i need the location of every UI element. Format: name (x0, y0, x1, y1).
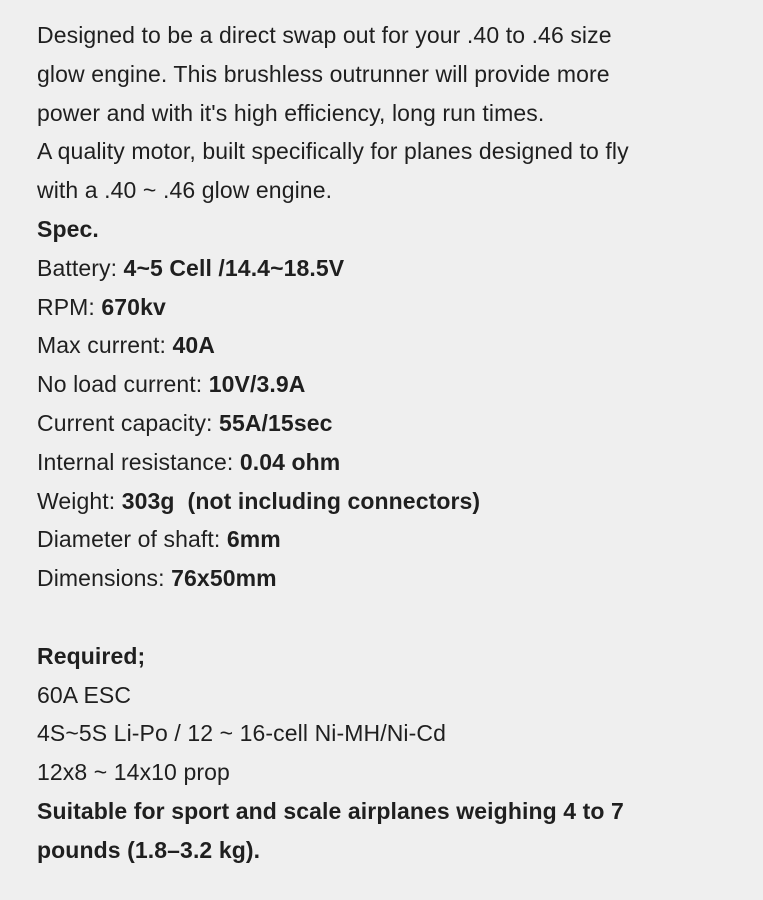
spec-value: 670kv (101, 293, 166, 320)
spec-label: Internal resistance: (37, 448, 240, 475)
spec-label: Diameter of shaft: (37, 526, 227, 553)
spec-value: 0.04 ohm (239, 448, 341, 475)
intro-line: with a .40 ~ .46 glow engine. (37, 177, 333, 204)
suitable-note-line: Suitable for sport and scale airplanes weighing 4 to 7 (37, 797, 624, 824)
spec-label: RPM: (37, 293, 102, 320)
spec-item-shaft-diameter (37, 520, 747, 559)
intro-paragraph (37, 16, 747, 210)
spec-label: Max current: (37, 332, 173, 359)
required-item: 12x8 ~ 14x10 prop (37, 759, 230, 786)
required-item: 60A ESC (37, 681, 132, 708)
intro-line: glow engine. This brushless outrunner will provide more (37, 60, 610, 87)
spec-item-no-load-current (37, 365, 747, 404)
spec-label: Weight: (37, 487, 122, 514)
spec-item-max-current (37, 326, 747, 365)
spec-item-internal-resistance (37, 443, 747, 482)
spec-value: 55A/15sec (219, 409, 333, 436)
required-item: 4S~5S Li-Po / 12 ~ 16-cell Ni-MH/Ni-Cd (37, 720, 447, 747)
spec-item-battery (37, 249, 747, 288)
product-description (37, 16, 747, 870)
required-heading: Required; (37, 642, 146, 669)
spec-item-rpm (37, 288, 747, 327)
spacer (37, 598, 747, 637)
spec-label: No load current: (37, 371, 209, 398)
spec-value: 76x50mm (171, 565, 277, 592)
spec-section (37, 210, 747, 598)
spec-value: 4~5 Cell /14.4~18.5V (123, 254, 345, 281)
required-section (37, 637, 747, 870)
suitable-note-line: pounds (1.8–3.2 kg). (37, 836, 261, 863)
spec-heading: Spec. (37, 215, 99, 242)
spec-item-current-capacity (37, 404, 747, 443)
spec-value: 40A (172, 332, 216, 359)
spec-value: 303g (not including connectors) (121, 487, 481, 514)
spec-label: Current capacity: (37, 409, 220, 436)
spec-value: 10V/3.9A (208, 371, 306, 398)
intro-line: power and with it's high efficiency, long run times. (37, 99, 545, 126)
spec-value: 6mm (226, 526, 281, 553)
intro-line: Designed to be a direct swap out for your .40 to .46 size (37, 22, 612, 48)
spec-item-dimensions (37, 559, 747, 598)
spec-item-weight (37, 482, 747, 521)
spec-label: Battery: (37, 254, 124, 281)
spec-label: Dimensions: (37, 565, 172, 592)
intro-line: A quality motor, built specifically for planes designed to fly (37, 138, 629, 165)
